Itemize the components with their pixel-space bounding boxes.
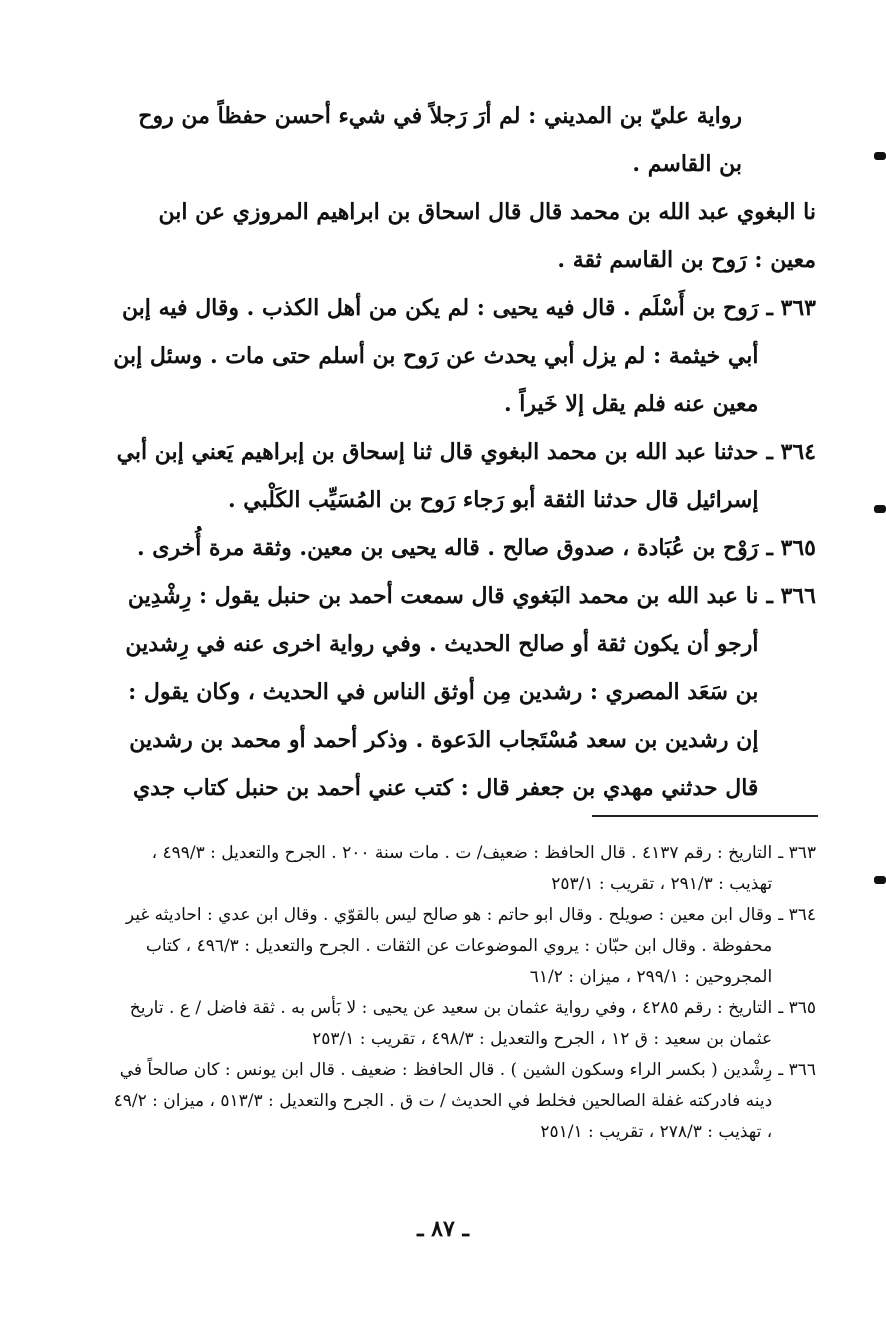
footnote-divider bbox=[592, 815, 818, 817]
entry-number: ٣٦٥ ـ bbox=[766, 535, 816, 561]
footnote-text: وقال ابن معين : صويلح . وقال ابو حاتم : هو صالح ليس بالقوّي . وقال ابن عدي : احاديثه غير محفوظة . وقال ابن حبّان : يروي الموضوعات عن الثقات . الجرح والتعديل : ٤٩٦/٣ ، كتاب المجروحين : ٢٩٩/١ ، ميزان : ٦١/٢ bbox=[125, 905, 773, 987]
footnote-number: ٣٦٣ ـ bbox=[778, 843, 816, 863]
margin-mark bbox=[874, 152, 886, 160]
main-text bbox=[110, 92, 816, 812]
entry-text: رَوْح بن عُبَادة ، صدوق صالح . قاله يحيى بن معين. وثقة مرة أُخرى . bbox=[136, 535, 759, 561]
entry-number: ٣٦٦ ـ bbox=[766, 583, 816, 609]
footnote-number: ٣٦٦ ـ bbox=[778, 1060, 816, 1080]
paragraph-1: رواية عليّ بن المديني : لم أرَ رَجلاً في شيء أحسن حفظاً من روح بن القاسم . bbox=[138, 103, 742, 177]
margin-mark bbox=[874, 505, 886, 513]
footnote-number: ٣٦٥ ـ bbox=[778, 998, 816, 1018]
footnote-text: رِشْدين ( بكسر الراء وسكون الشين ) . قال الحافظ : ضعيف . قال ابن يونس : كان صالحاً في دينه فادركته غفلة الصالحين فخلط في الحديث / ت ق . الجرح والتعديل : ٥١٣/٣ ، ميزان : ٤٩/٢ ، تهذيب : ٢٧٨/٣ ، تقريب : ٢٥١/١ bbox=[113, 1060, 773, 1142]
footnotes bbox=[110, 838, 816, 1148]
page-number: ـ ٨٧ ـ bbox=[417, 1216, 469, 1242]
entry-number: ٣٦٤ ـ bbox=[766, 439, 816, 465]
footnote-text: التاريخ : رقم ٤١٣٧ . قال الحافظ : ضعيف/ ت . مات سنة ٢٠٠ . الجرح والتعديل : ٤٩٩/٣ ، تهذيب : ٢٩١/٣ ، تقريب : ٢٥٣/١ bbox=[151, 843, 773, 894]
footnote-number: ٣٦٤ ـ bbox=[778, 905, 816, 925]
footnote-365 bbox=[110, 993, 816, 1055]
margin-mark bbox=[874, 876, 886, 884]
entry-365 bbox=[110, 524, 816, 572]
paragraph-2: نا البغوي عبد الله بن محمد قال قال اسحاق بن ابراهيم المروزي عن ابن معين : رَوح بن القاسم ثقة . bbox=[158, 199, 816, 273]
entry-number: ٣٦٣ ـ bbox=[766, 295, 816, 321]
footnote-366 bbox=[110, 1055, 816, 1148]
footnote-363 bbox=[110, 838, 816, 900]
footnote-364 bbox=[110, 900, 816, 993]
entry-364 bbox=[110, 428, 816, 524]
entry-366 bbox=[110, 572, 816, 812]
entry-text: نا عبد الله بن محمد البَغوي قال سمعت أحمد بن حنبل يقول : رِشْدِين أرجو أن يكون ثقة أو صالح الحديث . وفي رواية اخرى عنه في رِشدين بن سَعَد المصري : رشدين مِن أوثق الناس في الحديث ، وكان يقول : إن رشدين بن سعد مُسْتَجاب الدَعوة . وذكر أحمد أو محمد بن رشدين قال حدثني مهدي بن جعفر قال : كتب عني أحمد بن حنبل كتاب جدي bbox=[125, 583, 759, 801]
entry-text: رَوح بن أَسْلَم . قال فيه يحيى : لم يكن من أهل الكذب . وقال فيه إبن أبي خيثمة : لم يزل أبي يحدث عن رَوح بن أسلم حتى مات . وسئل إبن معين عنه فلم يقل إلا خَيراً . bbox=[113, 295, 759, 417]
entry-363 bbox=[110, 284, 816, 428]
footnote-text: التاريخ : رقم ٤٢٨٥ ، وفي رواية عثمان بن سعيد عن يحيى : لا بَأس به . ثقة فاضل / ع . تاريخ عثمان بن سعيد : ق ١٢ ، الجرح والتعديل : ٤٩٨/٣ ، تقريب : ٢٥٣/١ bbox=[129, 998, 773, 1049]
entry-text: حدثنا عبد الله بن محمد البغوي قال ثنا إسحاق بن إبراهيم يَعني إبن أبي إسرائيل قال حدثنا الثقة أبو رَجاء رَوح بن المُسَيِّب الكَلْبي . bbox=[116, 439, 759, 513]
